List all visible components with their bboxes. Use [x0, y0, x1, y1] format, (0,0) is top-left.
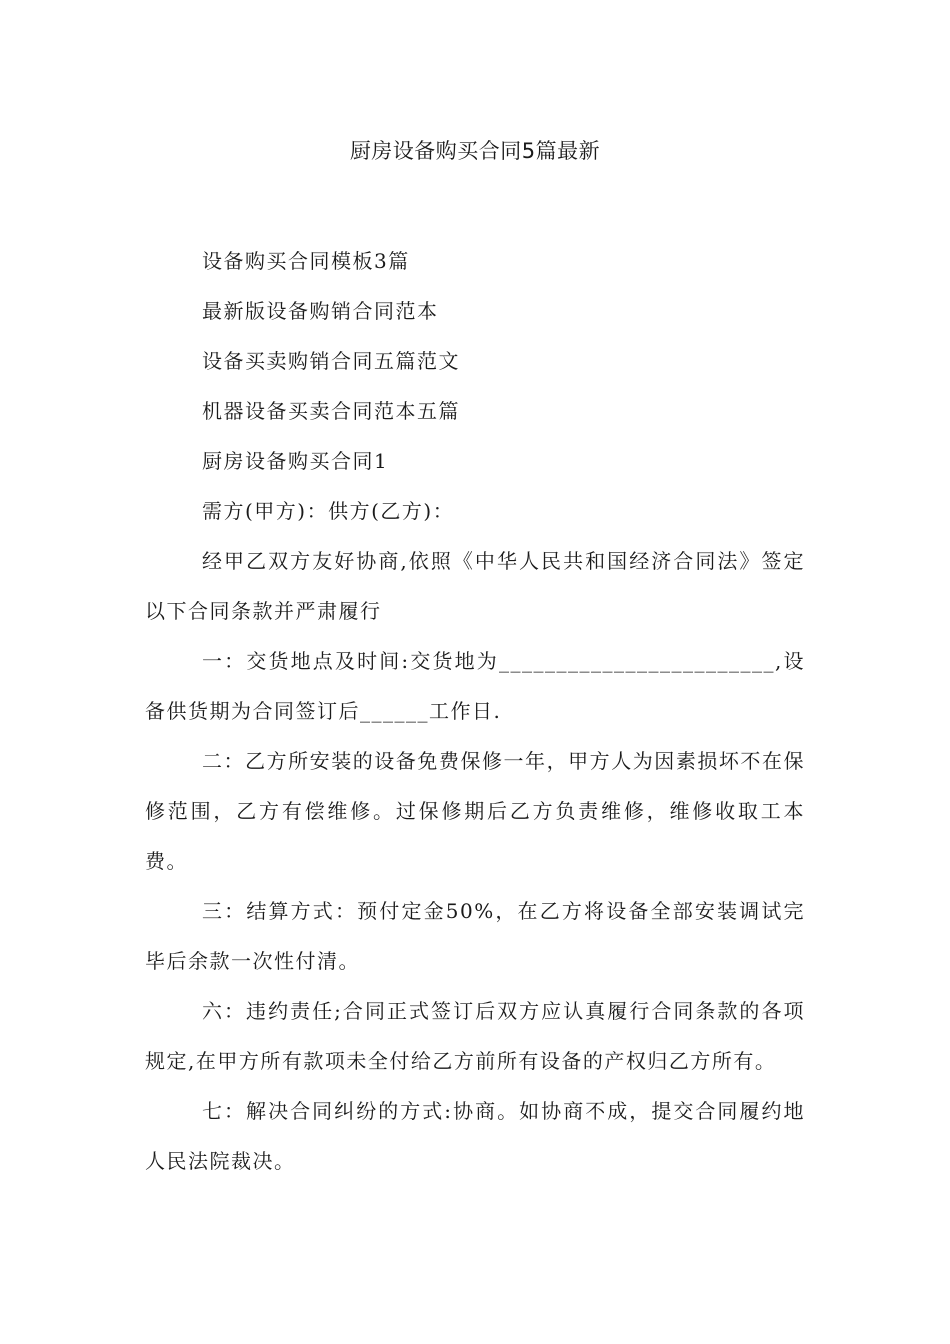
- paragraph-dispute: 七：解决合同纠纷的方式:协商。如协商不成，提交合同履约地人民法院裁决。: [145, 1099, 805, 1173]
- paragraph-breach: 六：违约责任;合同正式签订后双方应认真履行合同条款的各项规定,在甲方所有款项未全付给乙方前所有设备的产权归乙方所有。: [145, 999, 805, 1073]
- paragraph-settlement: 三：结算方式：预付定金50%，在乙方将设备全部安装调试完毕后余款一次性付清。: [145, 899, 805, 973]
- paragraph-delivery: 一：交货地点及时间:交货地为________________________,设备供货期为合同签订后______工作日.: [145, 649, 805, 723]
- document-body: [145, 236, 805, 1186]
- toc-item-5: 厨房设备购买合同1: [202, 449, 389, 473]
- toc-item-3: 设备买卖购销合同五篇范文: [202, 349, 460, 373]
- document-title: 厨房设备购买合同5篇最新: [349, 139, 601, 163]
- toc-item-4: 机器设备买卖合同范本五篇: [202, 399, 460, 423]
- toc-item-2: 最新版设备购销合同范本: [202, 299, 439, 323]
- parties-line: 需方(甲方)：供方(乙方)：: [202, 499, 455, 523]
- paragraph-intro: 经甲乙双方友好协商,依照《中华人民共和国经济合同法》签定以下合同条款并严肃履行: [145, 549, 805, 623]
- toc-item-1: 设备购买合同模板3篇: [202, 249, 410, 273]
- paragraph-warranty: 二：乙方所安装的设备免费保修一年，甲方人为因素损坏不在保修范围，乙方有偿维修。过保修期后乙方负责维修，维修收取工本费。: [145, 749, 805, 873]
